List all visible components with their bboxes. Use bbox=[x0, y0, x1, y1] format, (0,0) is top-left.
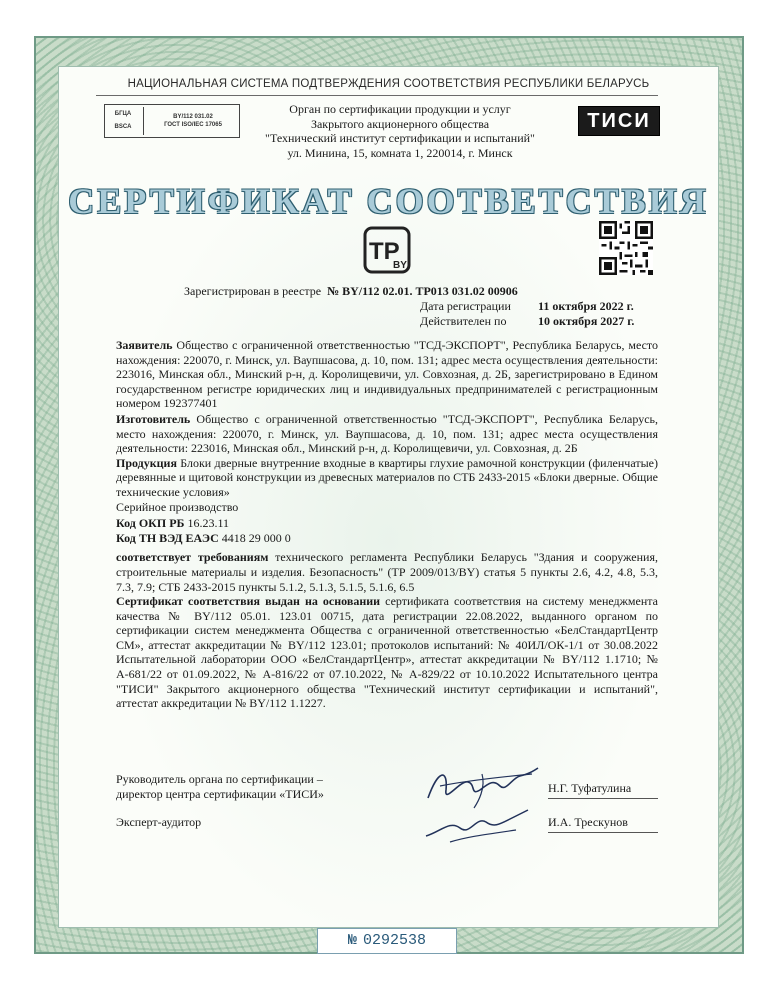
valid-until-label: Действителен по bbox=[420, 314, 507, 328]
product-text: Блоки дверные внутренние входные в квартиры глухие рамочной конструкции (филенчатые) деревянные и щитовой конструкции из древесных материалов по СТБ 2433-2015 «Блоки дверные. Общие технические условия» bbox=[116, 455, 658, 499]
organ-line: "Технический институт сертификации и испытаний" bbox=[265, 131, 535, 145]
system-title: НАЦИОНАЛЬНАЯ СИСТЕМА ПОДТВЕРЖДЕНИЯ СООТВЕТСТВИЯ РЕСПУБЛИКИ БЕЛАРУСЬ bbox=[127, 78, 650, 90]
basis-paragraph bbox=[116, 594, 658, 711]
head-signature-line bbox=[548, 798, 658, 799]
basis-text: сертификата соответствия на систему менеджмента качества № BY/112 05.01. 123.01 00715, дата регистрации 22.08.2022, выданного органом по сертификации систем менеджмента Общества с ограниченной ответственностью «БелСтандартЦентр СМ», аттестат аккредитации № BY/112 123.01; протоколов испытаний: № 40ИЛ/ОК-1/1 от 30.08.2022 Испытательной лаборатории ООО «БелСтандартЦентр», аттестат аккредитации № BY/112 1.1710; № А-681/22 от 01.09.2022, № А-816/22 от 07.10.2022, № А-829/22 от 10.10.2022 Испытательного центра "ТИСИ" Закрытого акционерного общества "Технический институт сертификации и испытаний", аттестат аккредитации № BY/112 1.1227. bbox=[116, 594, 658, 711]
product-label: Продукция bbox=[116, 455, 177, 470]
head-title-line: директор центра сертификации «ТИСИ» bbox=[116, 786, 324, 801]
conforms-text: технического регламента Республики Беларусь "Здания и сооружения, строительные материалы и изделия. Безопасность" (ТР 2009/013/BY) статья 5 пункты 2.6, 4.2, 4.8, 5.3, 7.3, 7.9; СТБ 2433-2015 пункты 5.1.2, 5.1.3, 5.1.5, 5.1.6, 6.5 bbox=[116, 550, 658, 594]
expert-signature-line bbox=[548, 832, 658, 833]
organ-line: ул. Минина, 15, комната 1, 220014, г. Минск bbox=[287, 145, 513, 160]
serial-number-box bbox=[317, 928, 457, 954]
applicant-label: Заявитель bbox=[116, 338, 173, 352]
head-title bbox=[116, 772, 324, 801]
tr-by-mark-icon bbox=[363, 226, 411, 274]
applicant-paragraph bbox=[116, 338, 658, 411]
accreditation-number: BY/112 031.02 bbox=[173, 114, 213, 120]
okp-label: Код ОКП РБ bbox=[116, 516, 185, 531]
accreditation-divider bbox=[143, 107, 144, 135]
qr-code-icon bbox=[599, 221, 653, 275]
valid-until-value: 10 октября 2027 г. bbox=[538, 314, 635, 328]
accreditation-mark-top: БГЦА bbox=[114, 111, 132, 117]
conforms-label: соответствует требованиям bbox=[116, 550, 269, 565]
registry-line bbox=[184, 284, 518, 299]
certificate-body bbox=[116, 338, 658, 711]
certificate-dates bbox=[420, 299, 634, 329]
okp-code bbox=[116, 516, 658, 531]
serial-number: 0292538 bbox=[363, 932, 427, 949]
registry-label: Зарегистрирован в реестре bbox=[184, 284, 322, 298]
expert-name: И.А. Трескунов bbox=[548, 815, 628, 829]
head-title-line: Руководитель органа по сертификации – bbox=[116, 772, 323, 786]
certification-organ bbox=[255, 102, 545, 160]
organ-line: Закрытого акционерного общества bbox=[310, 116, 490, 131]
head-signature bbox=[420, 760, 540, 810]
expert-label: Эксперт-аудитор bbox=[116, 815, 202, 829]
okp-value: 16.23.11 bbox=[184, 516, 230, 531]
certificate-title: СЕРТИФИКАТ СООТВЕТСТВИЯ bbox=[68, 181, 709, 221]
organ-line: Орган по сертификации продукции и услуг bbox=[289, 102, 511, 116]
basis-label: Сертификат соответствия выдан на основании bbox=[116, 594, 381, 609]
tnved-label: Код ТН ВЭД ЕАЭС bbox=[116, 530, 219, 545]
manufacturer-paragraph bbox=[116, 412, 658, 456]
accreditation-standard: ГОСТ ISO/IEC 17065 bbox=[164, 122, 222, 128]
tnved-code bbox=[116, 531, 658, 546]
registry-number: № BY/112 02.01. ТР013 031.02 00906 bbox=[327, 284, 518, 298]
accreditation-mark bbox=[104, 104, 240, 138]
manufacturer-label: Изготовитель bbox=[116, 411, 191, 426]
applicant-text: Общество с ограниченной ответственностью "ТСД-ЭКСПОРТ", Республика Беларусь, место нахождения: 220070, г. Минск, ул. Ваупшасова, д. 10, пом. 131; адрес места осуществления деятельности: 223016, Минская обл., Минский р-н, д. Королищевичи, ул. Совхозная, д. 2Б, зарегистрировано в Едином государственном регистре юридических лиц и индивидуальных предпринимателей с регистрационным номером 192377401 bbox=[116, 338, 658, 411]
conformity-paragraph bbox=[116, 550, 658, 594]
tr-mark-sub: BY bbox=[393, 260, 407, 271]
tr-mark-main: TP bbox=[369, 238, 400, 265]
serial-prefix: № bbox=[347, 932, 357, 949]
tnved-value: 4418 29 000 0 bbox=[218, 530, 291, 545]
product-paragraph bbox=[116, 456, 658, 500]
expert-signature bbox=[420, 806, 530, 848]
tisi-logo: ТИСИ bbox=[578, 106, 660, 136]
accreditation-mark-bottom: BSCA bbox=[114, 124, 132, 130]
head-name: Н.Г. Туфатулина bbox=[548, 781, 632, 795]
manufacturer-text: Общество с ограниченной ответственностью "ТСД-ЭКСПОРТ", Республика Беларусь, место нахождения: 220070, г. Минск, ул. Ваупшасова, д. 10, пом. 131; адрес места осуществления деятельности: 223016, Минская обл., Минский р-н, д. Королищевичи, ул. Совхозная, д. 2Б bbox=[116, 411, 658, 456]
date-registration-value: 11 октября 2022 г. bbox=[538, 299, 634, 313]
title-divider bbox=[96, 95, 658, 96]
date-registration-label: Дата регистрации bbox=[420, 299, 511, 313]
production-type: Серийное производство bbox=[116, 499, 239, 514]
